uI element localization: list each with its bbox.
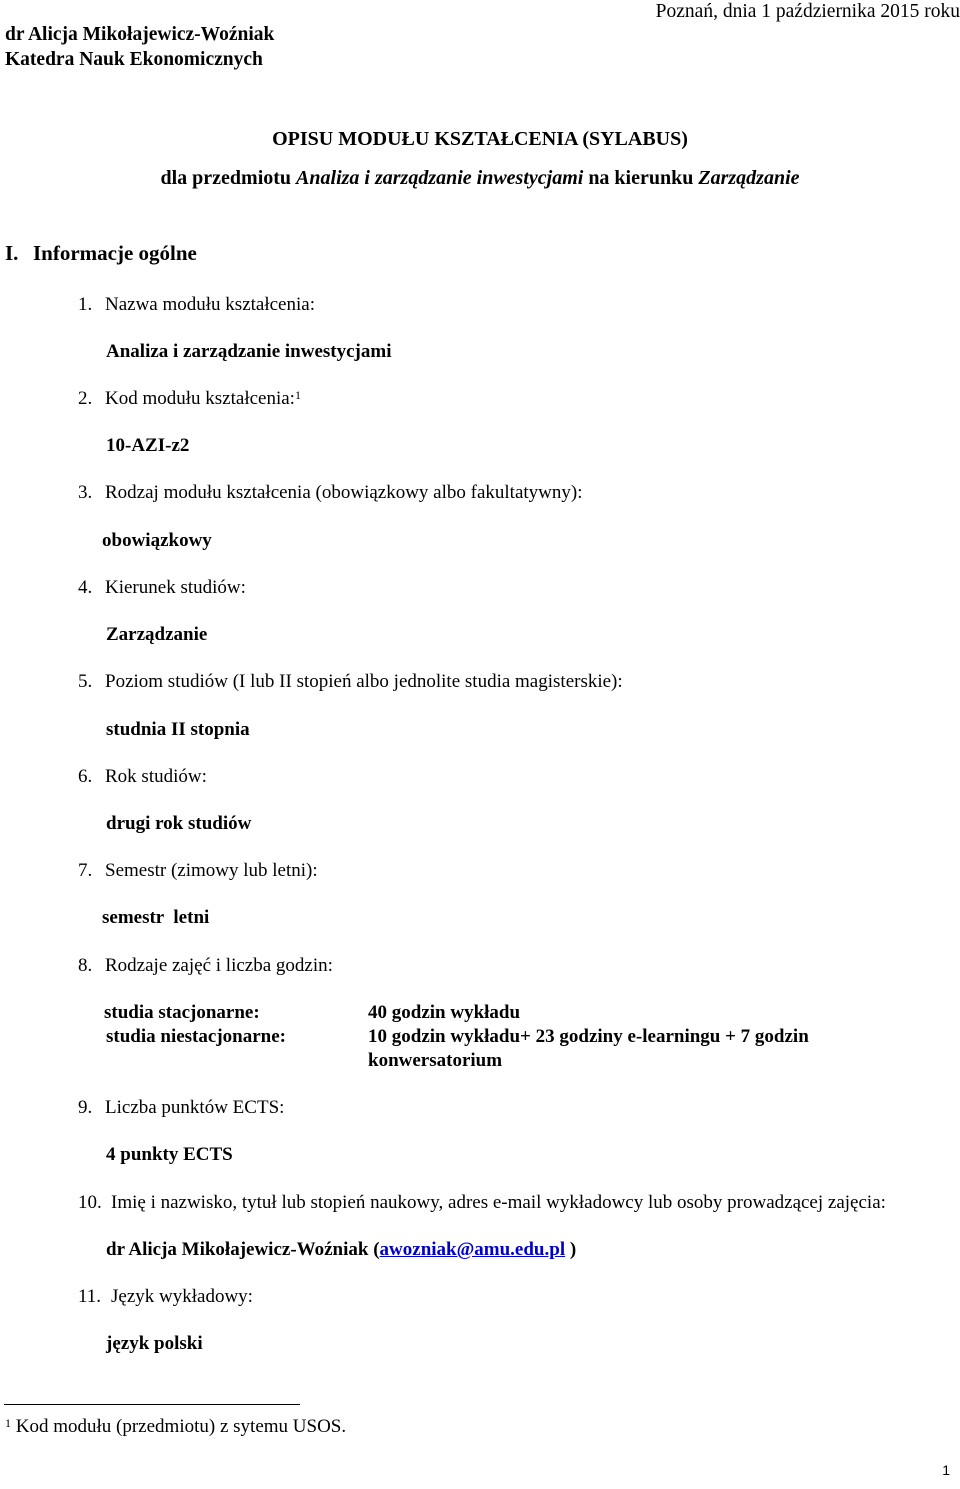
item-5-number: 5. <box>78 671 93 692</box>
subtitle-field: Zarządzanie <box>698 167 800 189</box>
item-7-label: Semestr (zimowy lub letni): <box>105 860 318 881</box>
section-number: I. <box>5 241 19 265</box>
item-1-label: Nazwa modułu kształcenia: <box>105 294 315 315</box>
item-4-number: 4. <box>78 577 93 598</box>
document-title: OPISU MODUŁU KSZTAŁCENIA (SYLABUS) <box>272 128 688 150</box>
page-number: 1 <box>942 1462 950 1478</box>
item-2-value: 10-AZI-z2 <box>106 435 190 456</box>
item-5-label: Poziom studiów (I lub II stopień albo jednolite studia magisterskie): <box>105 671 623 692</box>
parttime-label: studia niestacjonarne: <box>106 1026 286 1047</box>
item-7-value: semestr letni <box>102 907 210 928</box>
subtitle-subject: Analiza i zarządzanie inwestycjami <box>296 167 584 189</box>
item-2-label-line <box>105 387 301 411</box>
department-name: Katedra Nauk Ekonomicznych <box>5 49 263 70</box>
item-7-number: 7. <box>78 860 93 881</box>
item-9-label: Liczba punktów ECTS: <box>105 1097 285 1118</box>
section-heading: Informacje ogólne <box>33 241 197 265</box>
item-4-label: Kierunek studiów: <box>105 577 246 598</box>
item-8-number: 8. <box>78 955 93 976</box>
item-1-number: 1. <box>78 294 93 315</box>
footnote <box>5 1415 346 1439</box>
item-9-number: 9. <box>78 1097 93 1118</box>
subtitle-prefix: dla przedmiotu <box>160 167 297 189</box>
item-2-label: Kod modułu kształcenia: <box>105 388 295 409</box>
item-3-value: obowiązkowy <box>102 530 212 551</box>
item-3-label: Rodzaj modułu kształcenia (obowiązkowy albo fakultatywny): <box>105 482 583 503</box>
fulltime-label: studia stacjonarne: <box>104 1002 260 1023</box>
item-3-number: 3. <box>78 482 93 503</box>
item-5-value: studnia II stopnia <box>106 719 250 740</box>
item-11-label: Język wykładowy: <box>111 1286 253 1307</box>
item-10-label: Imię i nazwisko, tytuł lub stopień naukowy, adres e-mail wykładowcy lub osoby prowadzącej zajęcia: <box>111 1192 886 1213</box>
item-6-value: drugi rok studiów <box>106 813 252 834</box>
lecturer-name: dr Alicja Mikołajewicz-Woźniak ( <box>106 1239 380 1260</box>
parttime-value-line2: konwersatorium <box>368 1050 503 1071</box>
author-name: dr Alicja Mikołajewicz-Woźniak <box>5 24 275 45</box>
fulltime-value: 40 godzin wykładu <box>368 1002 521 1023</box>
footnote-number: 1 <box>5 1416 11 1430</box>
footnote-separator <box>4 1404 300 1405</box>
lecturer-email-link[interactable]: awozniak@amu.edu.pl <box>379 1239 566 1260</box>
item-6-label: Rok studiów: <box>105 766 207 787</box>
item-6-number: 6. <box>78 766 93 787</box>
document-subtitle <box>0 166 960 190</box>
item-10-value <box>106 1238 576 1262</box>
item-11-value: język polski <box>106 1333 203 1354</box>
item-9-value: 4 punkty ECTS <box>106 1144 233 1165</box>
item-1-value: Analiza i zarządzanie inwestycjami <box>106 341 392 362</box>
parttime-value-line1: 10 godzin wykładu+ 23 godziny e-learningu + 7 godzin <box>368 1026 809 1047</box>
footnote-ref-1: 1 <box>294 388 301 402</box>
item-8-label: Rodzaje zajęć i liczba godzin: <box>105 955 333 976</box>
subtitle-middle: na kierunku <box>583 167 699 189</box>
lecturer-suffix: ) <box>565 1239 577 1260</box>
item-10-number: 10. <box>78 1192 102 1213</box>
item-4-value: Zarządzanie <box>106 624 208 645</box>
footnote-text: Kod modułu (przedmiotu) z sytemu USOS. <box>11 1416 347 1437</box>
place-date: Poznań, dnia 1 października 2015 roku <box>655 1 960 22</box>
item-11-number: 11. <box>78 1286 102 1307</box>
item-2-number: 2. <box>78 388 93 409</box>
